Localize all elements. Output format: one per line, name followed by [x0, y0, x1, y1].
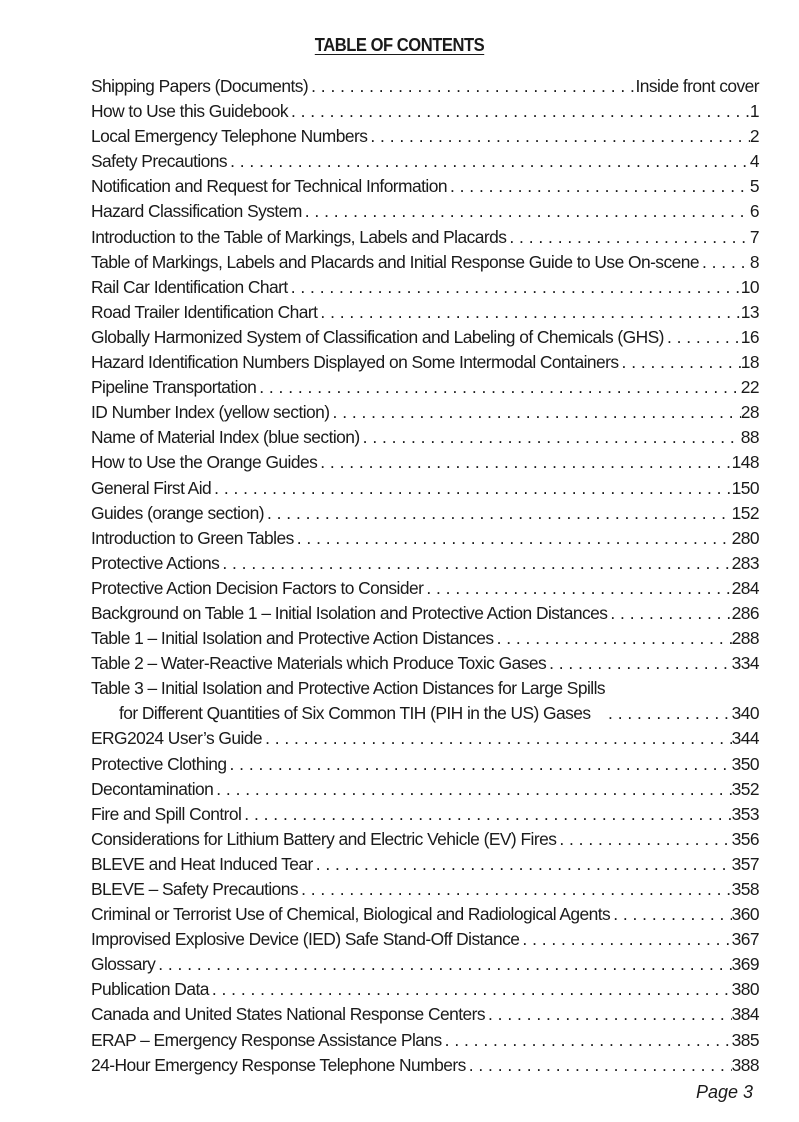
- toc-entry-page: 358: [731, 879, 759, 899]
- toc-entry-page: 1: [749, 101, 759, 122]
- toc-entry-page: 385: [731, 1029, 759, 1050]
- toc-entry-page: 150: [731, 477, 759, 498]
- toc-entry-title: Guides (orange section): [91, 502, 264, 523]
- toc-entry[interactable]: [91, 877, 759, 902]
- dot-leader: [219, 551, 731, 576]
- toc-entry-title: Shipping Papers (Documents): [91, 76, 309, 96]
- toc-entry-page: 344: [731, 728, 759, 749]
- toc-entry-page: 353: [731, 803, 759, 824]
- dot-leader: [317, 300, 740, 325]
- toc-entry-page: 384: [731, 1004, 759, 1025]
- dot-leader: [298, 877, 732, 902]
- toc-entry[interactable]: [91, 752, 759, 777]
- toc-entry-title: Decontamination: [91, 778, 214, 799]
- toc-entry[interactable]: [91, 74, 759, 99]
- toc-entry-title: Name of Material Index (blue section): [91, 427, 360, 448]
- toc-entry-title: Globally Harmonized System of Classification and Labeling of Chemicals (GHS): [91, 326, 664, 347]
- toc-entry-page: 380: [731, 979, 759, 1000]
- dot-leader: [360, 425, 741, 450]
- toc-entry-page: 367: [731, 929, 759, 950]
- toc-entry-title: Fire and Spill Control: [91, 803, 242, 824]
- toc-entry-title: Protective Clothing: [91, 753, 227, 774]
- dot-leader: [227, 149, 750, 174]
- toc-entry-title: [91, 676, 605, 726]
- dot-leader: [211, 476, 731, 501]
- toc-entry-page: 18: [740, 352, 759, 373]
- toc-entry-page: 88: [740, 427, 759, 448]
- toc-entry[interactable]: [91, 802, 759, 827]
- toc-entry[interactable]: [91, 275, 759, 300]
- dot-leader: [213, 777, 731, 802]
- toc-entry[interactable]: [91, 626, 759, 651]
- toc-entry-page: 352: [731, 778, 759, 799]
- toc-entry-page: 13: [740, 301, 759, 322]
- toc-entry[interactable]: [91, 651, 759, 676]
- toc-entry-title: Pipeline Transportation: [91, 377, 257, 398]
- toc-entry-page: Inside front cover: [635, 76, 759, 96]
- toc-entry[interactable]: [91, 1002, 759, 1027]
- toc-entry-page: 4: [749, 151, 759, 172]
- dot-leader: [262, 726, 732, 751]
- toc-entry[interactable]: [91, 902, 759, 927]
- toc-entry-title: Notification and Request for Technical Information: [91, 176, 447, 197]
- toc-entry-page: 334: [731, 653, 759, 674]
- dot-leader: [619, 350, 741, 375]
- toc-entry[interactable]: [91, 400, 759, 425]
- toc-entry-title: Considerations for Lithium Battery and Electric Vehicle (EV) Fires: [91, 828, 557, 849]
- toc-entry-page: 28: [740, 402, 759, 423]
- toc-entry[interactable]: [91, 450, 759, 475]
- toc-entry-page: 284: [731, 577, 759, 598]
- toc-entry[interactable]: [91, 124, 759, 149]
- dot-leader: [494, 626, 732, 651]
- toc-entry[interactable]: [91, 977, 759, 1002]
- dot-leader: [288, 275, 741, 300]
- dot-leader: [317, 450, 731, 475]
- page-number: Page 3: [695, 1082, 753, 1102]
- toc-entry[interactable]: [91, 325, 759, 350]
- toc-entry-page: 280: [731, 527, 759, 548]
- toc-entry-page: 369: [731, 954, 759, 975]
- toc-entry[interactable]: [91, 501, 759, 526]
- toc-entry-title: Hazard Classification System: [91, 201, 302, 222]
- toc-entry-page: 356: [731, 828, 759, 849]
- toc-entry-title: Introduction to the Table of Markings, Labels and Placards: [91, 226, 507, 247]
- toc-entry[interactable]: [91, 300, 759, 325]
- dot-leader: [241, 802, 731, 827]
- toc-entry-title: General First Aid: [91, 477, 212, 498]
- dot-leader: [308, 74, 635, 99]
- dot-leader: [607, 601, 731, 626]
- toc-entry-title: Table of Markings, Labels and Placards and Initial Response Guide to Use On-scene: [91, 251, 699, 272]
- toc-entry-page: 388: [731, 1054, 759, 1075]
- toc-entry-page: 357: [731, 853, 759, 874]
- dot-leader: [288, 99, 750, 124]
- toc-entry-title: Rail Car Identification Chart: [91, 276, 288, 297]
- toc-entry[interactable]: [91, 827, 759, 852]
- toc-entry[interactable]: [91, 1028, 759, 1053]
- toc-entry-title: BLEVE – Safety Precautions: [91, 879, 299, 899]
- dot-leader: [447, 174, 750, 199]
- toc-entry-title: Introduction to Green Tables: [91, 527, 294, 548]
- toc-entry-page: 286: [731, 602, 759, 623]
- toc-entry-title: Hazard Identification Numbers Displayed on Some Intermodal Containers: [91, 352, 619, 373]
- toc-entry-page: 360: [731, 904, 759, 925]
- toc-entry-title-line2: for Different Quantities of Six Common TIH (PIH in the US) Gases: [119, 703, 591, 724]
- toc-entry-page: 22: [740, 377, 759, 398]
- toc-entry-title: Local Emergency Telephone Numbers: [91, 126, 368, 147]
- dot-leader: [546, 651, 732, 676]
- toc-entry-title: ERAP – Emergency Response Assistance Plans: [91, 1029, 442, 1050]
- toc-entry[interactable]: [91, 676, 759, 726]
- dot-leader: [699, 250, 750, 275]
- table-of-contents: [91, 74, 759, 1078]
- dot-leader: [330, 400, 741, 425]
- toc-entry[interactable]: [91, 174, 759, 199]
- dot-leader: [155, 952, 731, 977]
- toc-entry[interactable]: [91, 225, 759, 250]
- toc-entry[interactable]: [91, 425, 759, 450]
- dot-leader: [605, 701, 732, 726]
- toc-entry-title: Background on Table 1 – Initial Isolation and Protective Action Distances: [91, 602, 608, 623]
- toc-entry[interactable]: [91, 476, 759, 501]
- toc-entry-page: 6: [749, 201, 759, 222]
- dot-leader: [556, 827, 731, 852]
- dot-leader: [313, 852, 732, 877]
- dot-leader: [506, 225, 750, 250]
- toc-entry-title: BLEVE and Heat Induced Tear: [91, 853, 313, 874]
- toc-entry-title: Table 1 – Initial Isolation and Protective Action Distances: [91, 628, 494, 649]
- dot-leader: [302, 199, 750, 224]
- toc-entry[interactable]: [91, 149, 759, 174]
- toc-entry[interactable]: [91, 1053, 759, 1078]
- toc-entry-title: Criminal or Terrorist Use of Chemical, Biological and Radiological Agents: [91, 904, 611, 925]
- dot-leader: [294, 526, 732, 551]
- dot-leader: [209, 977, 732, 1002]
- toc-entry-title: Protective Action Decision Factors to Consider: [91, 577, 424, 598]
- toc-entry[interactable]: [91, 576, 759, 601]
- dot-leader: [227, 752, 732, 777]
- dot-leader: [519, 927, 731, 952]
- toc-entry[interactable]: [91, 927, 759, 952]
- page-title: TABLE OF CONTENTS: [314, 35, 485, 55]
- toc-entry-title: ID Number Index (yellow section): [91, 402, 330, 423]
- toc-entry-page: 283: [731, 552, 759, 573]
- toc-entry[interactable]: [91, 726, 759, 751]
- toc-entry-title: Safety Precautions: [91, 151, 228, 172]
- toc-entry-page: 350: [731, 753, 759, 774]
- toc-entry-title: Improvised Explosive Device (IED) Safe Stand-Off Distance: [91, 929, 520, 950]
- toc-entry-title: Table 2 – Water-Reactive Materials which Produce Toxic Gases: [91, 653, 547, 674]
- toc-entry-title: How to Use this Guidebook: [91, 101, 288, 122]
- toc-entry-page: 2: [749, 126, 759, 147]
- toc-entry-title-line1: Table 3 – Initial Isolation and Protective Action Distances for Large Spills: [91, 678, 606, 699]
- dot-leader: [264, 501, 732, 526]
- toc-entry-page: 148: [731, 452, 759, 473]
- toc-entry[interactable]: [91, 250, 759, 275]
- toc-entry[interactable]: [91, 777, 759, 802]
- toc-entry-page: 288: [731, 628, 759, 649]
- toc-entry-title: Canada and United States National Response Centers: [91, 1004, 486, 1025]
- dot-leader: [367, 124, 750, 149]
- toc-entry[interactable]: [91, 601, 759, 626]
- toc-entry-title: Road Trailer Identification Chart: [91, 301, 318, 322]
- dot-leader: [610, 902, 731, 927]
- dot-leader: [442, 1028, 732, 1053]
- toc-entry[interactable]: [91, 375, 759, 400]
- toc-entry-title: How to Use the Orange Guides: [91, 452, 318, 473]
- dot-leader: [664, 325, 741, 350]
- toc-entry-page: 152: [731, 502, 759, 523]
- dot-leader: [466, 1053, 732, 1078]
- toc-entry[interactable]: [91, 551, 759, 576]
- toc-entry-page: 8: [749, 251, 759, 272]
- toc-entry-title: 24-Hour Emergency Response Telephone Numbers: [91, 1054, 466, 1075]
- toc-entry[interactable]: [91, 526, 759, 551]
- toc-entry-title: Publication Data: [91, 979, 209, 1000]
- toc-entry-title: Protective Actions: [91, 552, 220, 573]
- dot-leader: [423, 576, 731, 601]
- toc-entry[interactable]: [91, 99, 759, 124]
- toc-entry[interactable]: [91, 199, 759, 224]
- toc-entry-page: 10: [740, 276, 759, 297]
- toc-entry[interactable]: [91, 350, 759, 375]
- toc-entry-page: 340: [731, 703, 759, 724]
- toc-entry-page: 5: [749, 176, 759, 197]
- dot-leader: [485, 1002, 732, 1027]
- toc-entry-title: Glossary: [91, 954, 156, 975]
- toc-entry[interactable]: [91, 952, 759, 977]
- toc-entry[interactable]: [91, 852, 759, 877]
- toc-entry-title: ERG2024 User’s Guide: [91, 728, 263, 749]
- toc-entry-page: 7: [749, 226, 759, 247]
- toc-entry-page: 16: [740, 326, 759, 347]
- dot-leader: [256, 375, 741, 400]
